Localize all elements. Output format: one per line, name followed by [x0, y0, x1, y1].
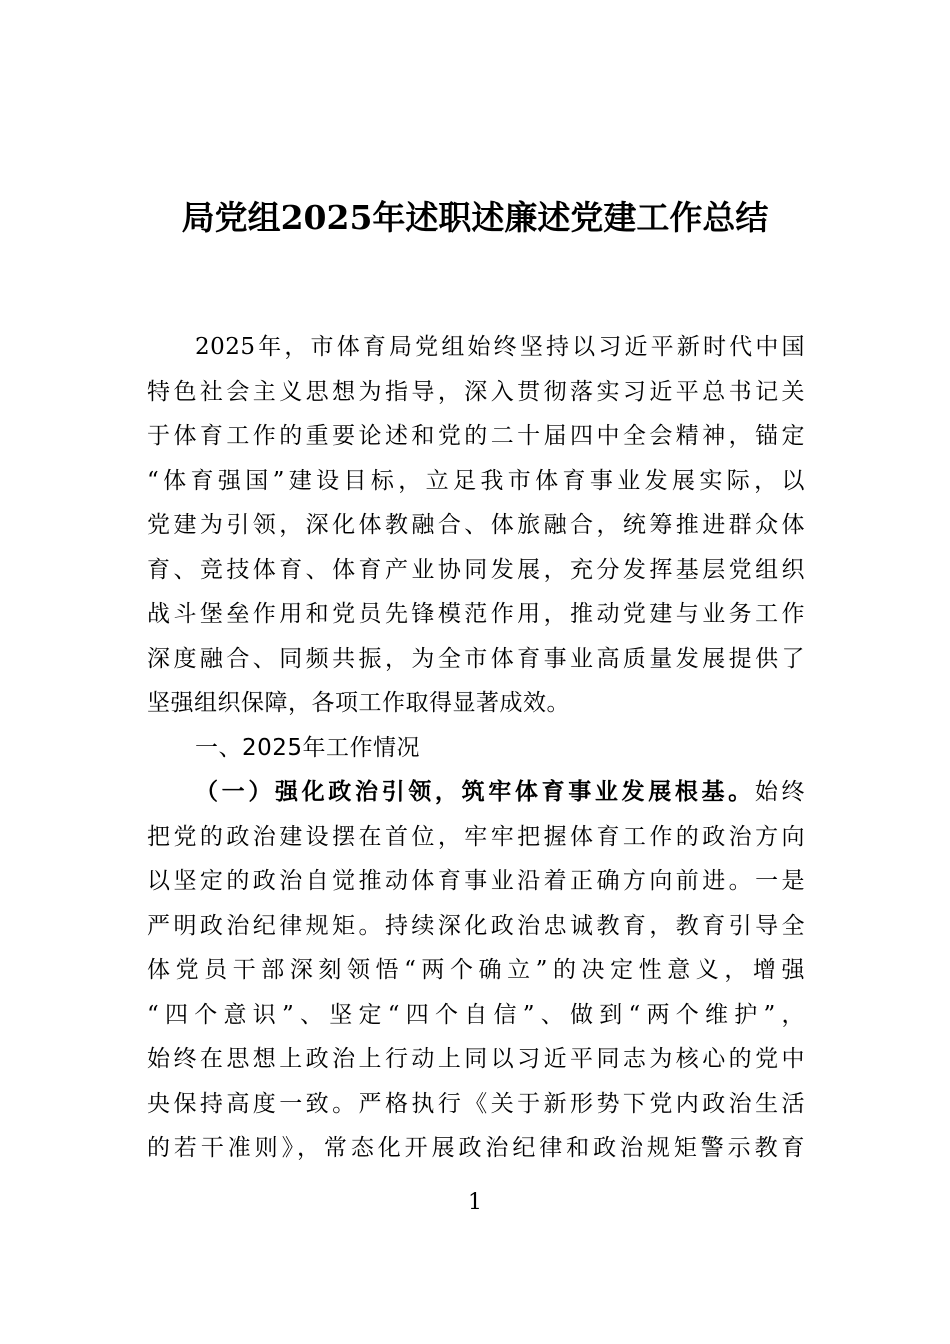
- paragraph-line: 以坚定的政治自觉推动体育事业沿着正确方向前进。一是: [147, 868, 805, 894]
- paragraph-line: 于体育工作的重要论述和党的二十届四中全会精神，锚定: [147, 423, 805, 449]
- paragraph-line: 的若干准则》，常态化开展政治纪律和政治规矩警示教育: [147, 1135, 805, 1161]
- paragraph-line: 育、竞技体育、体育产业协同发展，充分发挥基层党组织: [147, 556, 805, 583]
- paragraph-line: 特色社会主义思想为指导，深入贯彻落实习近平总书记关: [147, 378, 805, 405]
- section-heading: 一、2025年工作情况: [195, 734, 421, 761]
- page-number: 1: [468, 1190, 482, 1215]
- paragraph-line: “四个意识”、坚定“四个自信”、做到“两个维护”，: [147, 1001, 805, 1028]
- paragraph-line: “体育强国”建设目标，立足我市体育事业发展实际，以: [147, 467, 805, 494]
- paragraph-line: 严明政治纪律规矩。持续深化政治忠诚教育，教育引导全: [147, 912, 805, 939]
- paragraph-line: 深度融合、同频共振，为全市体育事业高质量发展提供了: [147, 645, 805, 672]
- paragraph-line: 战斗堡垒作用和党员先锋模范作用，推动党建与业务工作: [147, 601, 805, 627]
- paragraph-line: 把党的政治建设摆在首位，牢牢把握体育工作的政治方向: [147, 823, 805, 850]
- paragraph-line: 坚强组织保障，各项工作取得显著成效。: [147, 690, 570, 716]
- subsection-first-line-tail: 始终: [754, 779, 806, 805]
- document-title: 局党组2025年述职述廉述党建工作总结: [181, 198, 769, 237]
- paragraph-line: 央保持高度一致。严格执行《关于新形势下党内政治生活: [147, 1090, 805, 1117]
- paragraph-line: 2025年，市体育局党组始终坚持以习近平新时代中国: [195, 334, 805, 360]
- paragraph-line: 体党员干部深刻领悟“两个确立”的决定性意义，增强: [147, 957, 805, 983]
- subsection-title: （一）强化政治引领，筑牢体育事业发展根基。: [195, 778, 755, 805]
- intro-paragraph: [147, 325, 805, 1171]
- paragraph-line: 党建为引领，深化体教融合、体旅融合，统筹推进群众体: [147, 512, 805, 538]
- paragraph-line: 始终在思想上政治上行动上同以习近平同志为核心的党中: [147, 1046, 805, 1072]
- subsection-first-line: [147, 770, 805, 815]
